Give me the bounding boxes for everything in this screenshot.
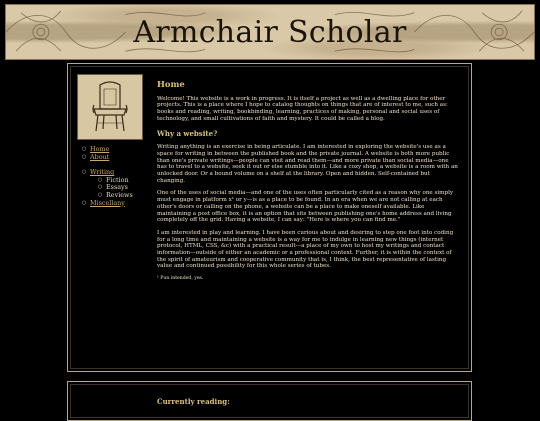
armchair-icon xyxy=(78,75,142,139)
nav-link-about[interactable]: About xyxy=(90,152,110,161)
nav-label-fiction[interactable]: Fiction xyxy=(106,175,129,184)
nav-link-writing[interactable]: Writing xyxy=(90,168,115,177)
intro-paragraph: Welcome! This website is a work in progress. It is itself a project as well as a dwelling place for other projects. This is a place where I hope to catalog thoughts on things that are of interest to me, such as: books and reading, writing, bookbinding, learning, practices of making, personal and social uses of technology, and small cultivations of faith and mystery. It could be called a blog. xyxy=(157,95,448,122)
sidebar-nav xyxy=(82,146,133,207)
section-heading-why: Why a website? xyxy=(157,128,218,138)
nav-item-miscellany[interactable] xyxy=(82,200,133,208)
paragraph-2: One of the uses of social media—and one of the uses often particularly cited as a reason why one simply must engage in platform x¹ or y—is as a place to be found. In an era when we are not calling at each other's doors or calling on the phone, a website can be a place to make oneself available. Like maintaining a post office box, it is an option that sits between publishing one's home address and living completely off the grid. Having a website, I can say: "Here is where you can find me." xyxy=(157,190,454,224)
site-banner xyxy=(5,4,535,60)
nav-label-essays[interactable]: Essays xyxy=(106,183,128,192)
nav-item-writing[interactable] xyxy=(82,169,133,199)
nav-link-home[interactable]: Home xyxy=(90,145,110,153)
nav-item-about[interactable] xyxy=(82,154,133,162)
nav-label-reviews[interactable]: Reviews xyxy=(106,190,133,199)
paragraph-1: Writing anything is an exercise in being articulate. I am interested in exploring the website's use as a space for writing in between the published book and the private journal. A website is both more public than one's private writings—people can visit and read them—and more private than social media—one has to travel to a website, seek it out or else stumble into it. Like a cozy shop, a website is a room with an unlocked door. Or a bound volume on a shelf at the library. Open and hidden. Self-contained but changing. xyxy=(157,144,458,184)
paragraph-3: I am interested in play and learning. I have been curious about and desiring to step one foot into coding for a long time and maintaining a website is a way for me to indulge in learning new things (internet protocol, HTML, CSS, &c) with a practical result—a place of my own to host my writings and contact information—outside of either an academic or a professional context. Further, it is within the context of the spirit of amateurism and cooperative community that is, I think, the best representative of lasting value and continued possibility for this whole series of tubes. xyxy=(157,229,454,270)
footnote: ¹ Pun intended, yes. xyxy=(157,276,204,282)
currently-reading-heading: Currently reading: xyxy=(157,397,230,406)
main-content xyxy=(157,81,459,289)
page-title: Home xyxy=(157,79,185,89)
armchair-portrait-image xyxy=(77,74,143,140)
site-title[interactable]: Armchair Scholar xyxy=(133,15,407,50)
nav-link-miscellany[interactable]: Miscellany xyxy=(90,198,125,207)
reading-panel xyxy=(67,381,472,421)
